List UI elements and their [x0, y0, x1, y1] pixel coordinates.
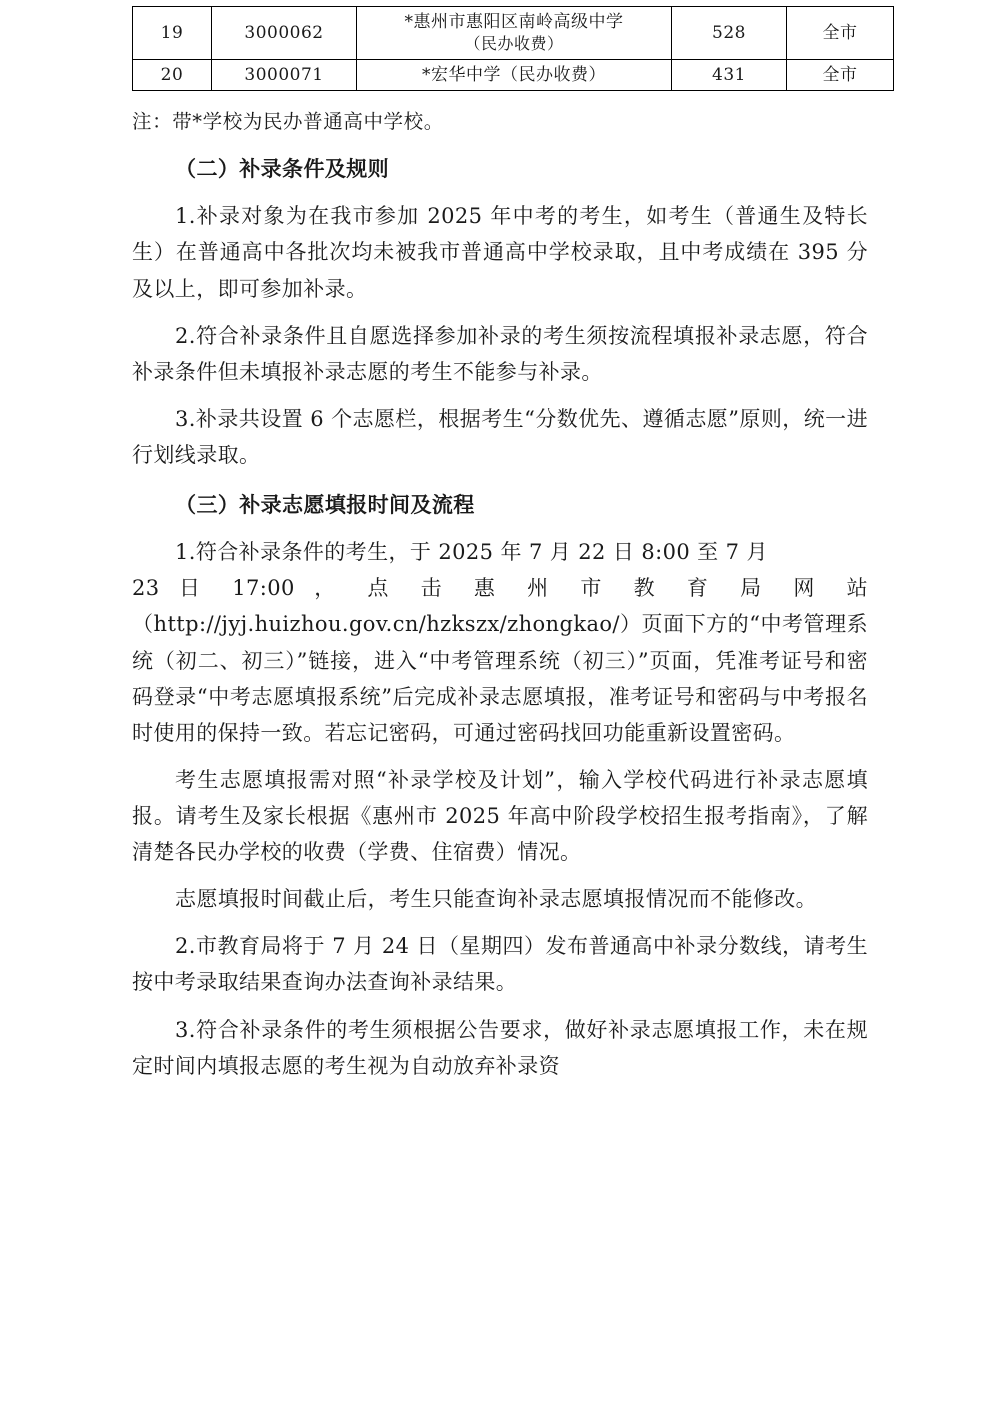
admission-area: 全市 [787, 59, 894, 90]
section-3-paragraph-1-line-1: 1.符合补录条件的考生，于 2025 年 7 月 22 日 8:00 至 7 月 [175, 540, 768, 565]
section-3-paragraph-1-line-2: 23 日 17:00 ， 点 击 惠 州 市 教 育 局 网 站 [132, 576, 868, 601]
section-3-paragraph-4: 2.市教育局将于 7 月 24 日（星期四）发布普通高中补录分数线，请考生按中考录取结果查询办法查询补录结果。 [132, 934, 868, 995]
section-heading-3: （三）补录志愿填报时间及流程 [175, 492, 475, 518]
plan-count: 528 [672, 7, 787, 60]
section-2-paragraph-2: 2.符合补录条件且自愿选择参加补录的考生须按流程填报补录志愿，符合补录条件但未填报补录志愿的考生不能参与补录。 [132, 323, 868, 384]
school-name-main: *惠州市惠阳区南岭高级中学 [404, 12, 624, 32]
section-2-paragraph-3: 3.补录共设置 6 个志愿栏，根据考生“分数优先、遵循志愿”原则，统一进行划线录取。 [132, 406, 868, 467]
row-index: 19 [133, 7, 212, 60]
section-3-paragraph-5: 3.符合补录条件的考生须根据公告要求，做好补录志愿填报工作，未在规定时间内填报志愿的考生视为自动放弃补录资 [132, 1017, 868, 1078]
section-heading-2: （二）补录条件及规则 [175, 156, 390, 182]
table-row [133, 7, 894, 60]
school-code: 3000071 [212, 59, 357, 90]
table-footnote: 注：带*学校为民办普通高中学校。 [132, 109, 444, 133]
row-index: 20 [133, 59, 212, 90]
supplementary-admission-table [132, 6, 894, 91]
school-name [357, 7, 672, 60]
section-3-paragraph-1-rest: （http://jyj.huizhou.gov.cn/hzkszx/zhongkao/）页面下方的“中考管理系统（初二、初三）”链接，进入“中考管理系统（初三）”页面，凭准考证号和密码登录“中考志愿填报系统”后完成补录志愿填报，准考证号和密码与中考报名时使用的保持一致。若忘记密码，可通过密码找回功能重新设置密码。 [132, 612, 868, 745]
school-name: *宏华中学（民办收费） [357, 59, 672, 90]
section-2-paragraph-1: 1.补录对象为在我市参加 2025 年中考的考生，如考生（普通生及特长生）在普通高中各批次均未被我市普通高中学校录取，且中考成绩在 395 分及以上，即可参加补录。 [132, 204, 868, 301]
section-3-paragraph-2: 考生志愿填报需对照“补录学校及计划”，输入学校代码进行补录志愿填报。请考生及家长根据《惠州市 2025 年高中阶段学校招生报考指南》，了解清楚各民办学校的收费（学费、住宿费）情况。 [132, 767, 868, 865]
admission-area: 全市 [787, 7, 894, 60]
table-row [133, 59, 894, 90]
plan-count: 431 [672, 59, 787, 90]
school-name-note: （民办收费） [464, 34, 564, 54]
section-3-paragraph-3: 志愿填报时间截止后，考生只能查询补录志愿填报情况而不能修改。 [175, 887, 818, 912]
page-content [132, 0, 868, 1084]
school-code: 3000062 [212, 7, 357, 60]
